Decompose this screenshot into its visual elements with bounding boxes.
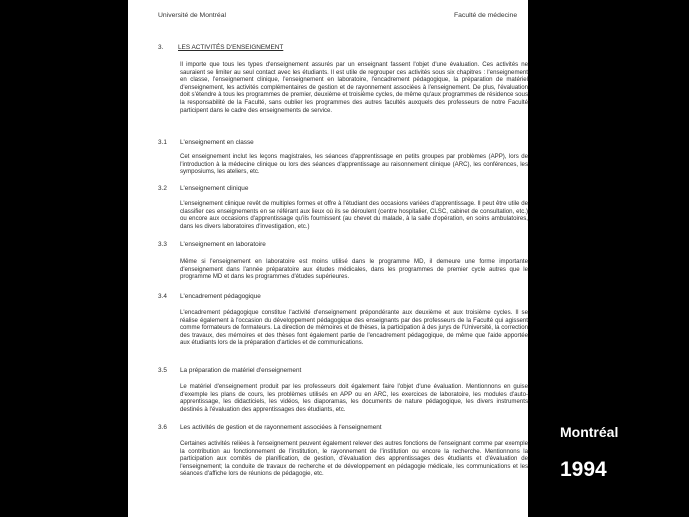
subsection-title: L'encadrement pédagogique <box>180 293 261 300</box>
section-number: 3. <box>158 44 164 51</box>
subsection-text-3-4: L'encadrement pédagogique constitue l'activité d'enseignement prépondérante aux deuxième et aux troisième cycles. Il se réalise également à l'occasion du développement pédagogique des enseignants par des professeurs de la Faculté qui agissent comme formateurs de formateurs. La direction de mémoires et de thèses, la participation à des jurys de l'Université, la correction des travaux, des mémoires et des thèses font également partie de l'encadrement pédagogique, de même que l'aide apportée aux étudiants lors de la préparation d'articles et de communications. <box>180 309 528 347</box>
caption-city: Montréal <box>560 424 619 440</box>
subsection-number: 3.5 <box>158 367 167 374</box>
section-title: LES ACTIVITÉS D'ENSEIGNEMENT <box>178 44 284 51</box>
header-university: Université de Montréal <box>158 12 226 19</box>
subsection-title: La préparation de matériel d'enseignement <box>180 367 302 374</box>
subsection-number: 3.2 <box>158 185 167 192</box>
header-faculty: Faculté de médecine <box>454 12 518 19</box>
subsection-text-3-2: L'enseignement clinique revêt de multiples formes et offre à l'étudiant des occasions variées d'apprentissage. Il peut être utile de classifier ces enseignements en se référant aux lieux où ils se déroulent (centre hospitalier, CLSC, cabinet de consultation, etc.) ou encore aux occasions d'apprentissage qu'ils fournissent (au chevet du malade, à la salle d'opération, en soins ambulatoires, dans les divers laboratoires d'investigation, etc.) <box>180 200 528 230</box>
subsection-number: 3.6 <box>158 424 167 431</box>
subsection-title: L'enseignement en laboratoire <box>180 241 266 248</box>
subsection-text-3-1: Cet enseignement inclut les leçons magistrales, les séances d'apprentissage en petits groupes par problèmes (APP), lors de l'introduction à la médecine clinique ou lors des séances d'apprentissage au raisonnement clinique (ARC), les conférences, les symposiums, les ateliers, etc. <box>180 153 528 176</box>
subsection-text-3-3: Même si l'enseignement en laboratoire est moins utilisé dans le programme MD, il demeure une forme importante d'enseignement dans l'année préparatoire aux études médicales, dans les programmes de premier cycle autres que le programme MD et dans les programmes d'études supérieures. <box>180 258 528 281</box>
caption-year: 1994 <box>560 458 607 481</box>
subsection-text-3-5: Le matériel d'enseignement produit par les professeurs doit également faire l'objet d'une évaluation. Mentionnons en guise d'exemple les plans de cours, les problèmes utilisés en APP ou en ARC, les exercices de laboratoire, les modules d'auto-apprentissage, les didacticiels, les vidéos, les diaporamas, les documents de nature pédagogique, les divers instruments destinés à l'évaluation des apprentissages des étudiants, etc. <box>180 383 528 413</box>
section-intro: Il importe que tous les types d'enseignement assurés par un enseignant fassent l'objet d'une évaluation. Ces activités ne sauraient se limiter au seul contact avec les étudiants. Il est utile de regrouper ces activités sous six chapitres : l'enseignement en classe, l'enseignement clinique, l'enseignement en laboratoire, l'encadrement pédagogique, la préparation de matériel d'enseignement, les activités complémentaires de gestion et de rayonnement associées à l'enseignement. De plus, l'évaluation doit s'étendre à tous les programmes de premier, deuxième et troisième cycles, de même qu'aux programmes de résidence sous la responsabilité de la Faculté, sans oublier les programmes des autres facultés auxquels des professeurs de notre Faculté participent dans le cadre des enseignements de service. <box>180 61 528 114</box>
subsection-number: 3.1 <box>158 139 167 146</box>
subsection-title: L'enseignement en classe <box>180 139 254 146</box>
subsection-title: Les activités de gestion et de rayonnement associées à l'enseignement <box>180 424 382 431</box>
subsection-number: 3.3 <box>158 241 167 248</box>
subsection-title: L'enseignement clinique <box>180 185 249 192</box>
subsection-number: 3.4 <box>158 293 167 300</box>
document-page <box>128 0 528 517</box>
subsection-text-3-6: Certaines activités reliées à l'enseignement peuvent également relever des autres fonctions de l'enseignant comme par exemple la contribution au fonctionnement de l'institution, le rayonnement de l'institution ou encore la recherche. Mentionnons la participation aux comités de planification, de gestion, d'évaluation des apprentissages des étudiants et d'évaluation de l'enseignement; la conduite de travaux de recherche et de développement en pédagogie médicale, les communications et les séances d'affiche lors de réunions de pédagogie, etc. <box>180 440 528 478</box>
